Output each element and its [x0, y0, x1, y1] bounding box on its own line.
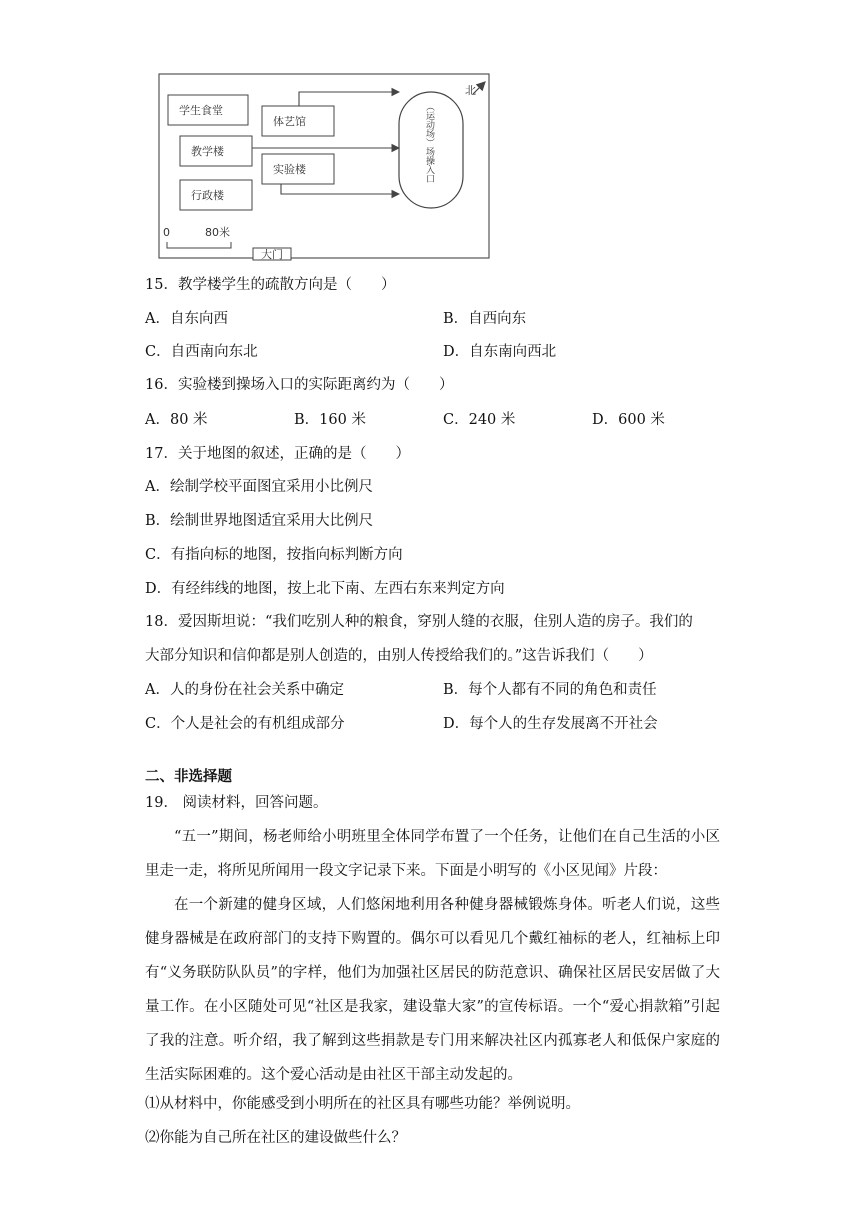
north-label: 北: [465, 84, 476, 97]
q18-option-c[interactable]: C．个人是社会的有机组成部分: [145, 716, 345, 732]
question-19-stem: 19． 阅读材料，回答问题。: [145, 795, 328, 811]
sub-question-1: ⑴从材料中，你能感受到小明所在的社区具有哪些功能？举例说明。: [145, 1096, 580, 1112]
q16-option-c[interactable]: C．240 米: [443, 412, 516, 428]
building-lab: 实验楼: [273, 163, 306, 176]
question-18-stem-line1: 18．爱因斯坦说：“我们吃别人种的粮食，穿别人缝的衣服，住别人造的房子。我们的: [145, 614, 693, 630]
material-paragraph-1: “五一”期间，杨老师给小明班里全体同学布置了一个任务，让他们在自己生活的小区里走一走，将所见所闻用一段文字记录下来。下面是小明写的《小区见闻》片段：: [145, 829, 720, 879]
q17-option-c[interactable]: C．有指向标的地图，按指向标判断方向: [145, 547, 403, 563]
material-paragraph-2: 在一个新建的健身区域，人们悠闲地利用各种健身器械锻炼身体。听老人们说，这些健身器械是在政府部门的支持下购置的。偶尔可以看见几个戴红袖标的老人，红袖标上印有“义务联防队队员”的字样，他们为加强社区居民的防范意识、确保社区居民安居做了大量工作。在小区随处可见“社区是我家，建设靠大家”的宣传标语。一个“爱心捐款箱”引起了我的注意。听介绍，我了解到这些捐款是专门用来解决社区内孤寡老人和低保户家庭的生活实际困难的。这个爱心活动是由社区干部主动发起的。: [145, 897, 720, 1083]
q16-option-b[interactable]: B．160 米: [294, 412, 366, 428]
building-gym: 体艺馆: [273, 115, 306, 128]
sub-question-2: ⑵你能为自己所在社区的建设做些什么？: [145, 1130, 406, 1146]
q15-option-c[interactable]: C．自西南向东北: [145, 344, 258, 360]
question-16-stem: 16．实验楼到操场入口的实际距离约为（ ）: [145, 377, 454, 393]
q17-option-d[interactable]: D．有经纬线的地图，按上北下南、左西右东来判定方向: [145, 581, 505, 597]
question-18-stem-line2: 大部分知识和信仰都是别人创造的，由别人传授给我们的。”这告诉我们（ ）: [145, 648, 653, 664]
school-map: [157, 72, 493, 262]
q16-option-d[interactable]: D．600 米: [592, 412, 665, 428]
q17-option-b[interactable]: B．绘制世界地图适宜采用大比例尺: [145, 513, 374, 529]
question-17-stem: 17．关于地图的叙述，正确的是（ ）: [145, 446, 410, 462]
building-teaching: 教学楼: [191, 145, 224, 158]
question-15-stem: 15．教学楼学生的疏散方向是（ ）: [145, 277, 396, 293]
field-label: （运动场）场操入口: [424, 102, 434, 183]
q16-option-a[interactable]: A．80 米: [145, 412, 208, 428]
scale-zero: 0: [163, 226, 170, 239]
building-cafeteria: 学生食堂: [179, 104, 223, 117]
q17-option-a[interactable]: A．绘制学校平面图宜采用小比例尺: [145, 479, 373, 495]
gate-label: 大门: [261, 248, 283, 261]
building-admin: 行政楼: [191, 189, 224, 202]
q15-option-d[interactable]: D．自东南向西北: [443, 344, 557, 360]
map-scale: [163, 225, 231, 248]
q15-option-b[interactable]: B．自西向东: [443, 311, 527, 327]
section-heading: 二、非选择题: [145, 769, 232, 785]
north-arrow-icon: [465, 82, 485, 97]
q15-option-a[interactable]: A．自东向西: [145, 311, 228, 327]
scale-label: 80米: [205, 226, 230, 239]
q18-option-b[interactable]: B．每个人都有不同的角色和责任: [443, 682, 657, 698]
q18-option-d[interactable]: D．每个人的生存发展离不开社会: [443, 716, 658, 732]
q18-option-a[interactable]: A．人的身份在社会关系中确定: [145, 682, 344, 698]
